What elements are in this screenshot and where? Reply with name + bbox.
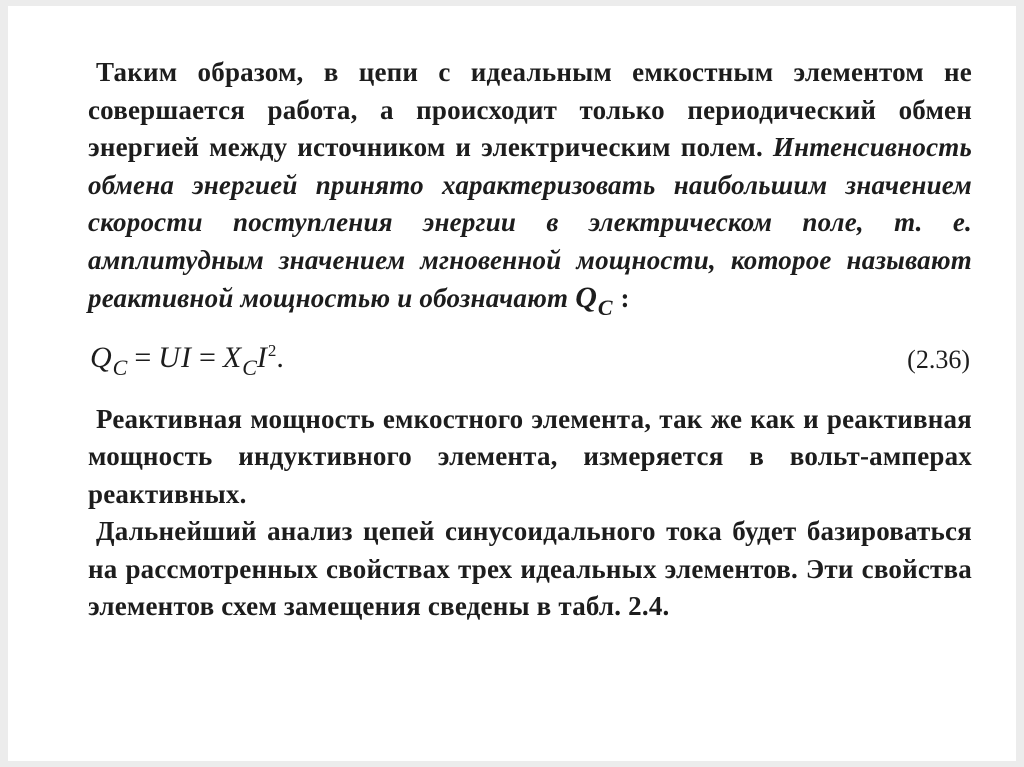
paragraph-units: Реактивная мощность емкостного элемента, так же как и реактивная мощность индуктивного элемента, измеряется в вольт-амперах реактивных. (88, 403, 972, 509)
symbol-q: Q (575, 281, 598, 314)
formula-ui: UI (158, 340, 192, 374)
paragraph-text-regular: Таким образом, в цепи с идеальным емкостным элементом не совершается работа, а происходит только периодический обмен энергией между источником и электрическим полем. (88, 57, 972, 162)
document-body (88, 54, 972, 626)
formula-x-subscript: C (242, 354, 257, 380)
reactive-power-formula (90, 339, 284, 381)
paragraph-capacitive-power (88, 54, 972, 319)
formula-q-subscript: C (112, 354, 128, 380)
paragraph-text-italic: Интенсивность обмена энергией принято характеризовать наибольшим значением скорости поступления энергии в электрическом поле, т. е. амплитудным значением мгновенной мощности, которое называют реактивной мощностью и обозначают (88, 132, 972, 313)
formula-period: . (276, 340, 284, 374)
formula-equals-1: = (134, 340, 152, 374)
formula-i: I (256, 340, 268, 374)
slide-page (8, 6, 1016, 761)
formula-equals-2: = (198, 340, 216, 374)
formula-x: X (222, 340, 243, 374)
formula-i-superscript: 2 (267, 340, 277, 360)
symbol-colon: : (620, 283, 630, 313)
equation-number: (2.36) (907, 344, 970, 374)
reactive-power-symbol (575, 281, 614, 320)
formula-row (88, 325, 972, 401)
symbol-subscript-c: C (597, 295, 614, 320)
formula-q: Q (90, 340, 113, 374)
paragraph-further-analysis: Дальнейший анализ цепей синусоидального тока будет базироваться на рассмотренных свойствах трех идеальных элементов. Эти свойства элементов схем замещения сведены в табл. 2.4. (88, 516, 972, 621)
